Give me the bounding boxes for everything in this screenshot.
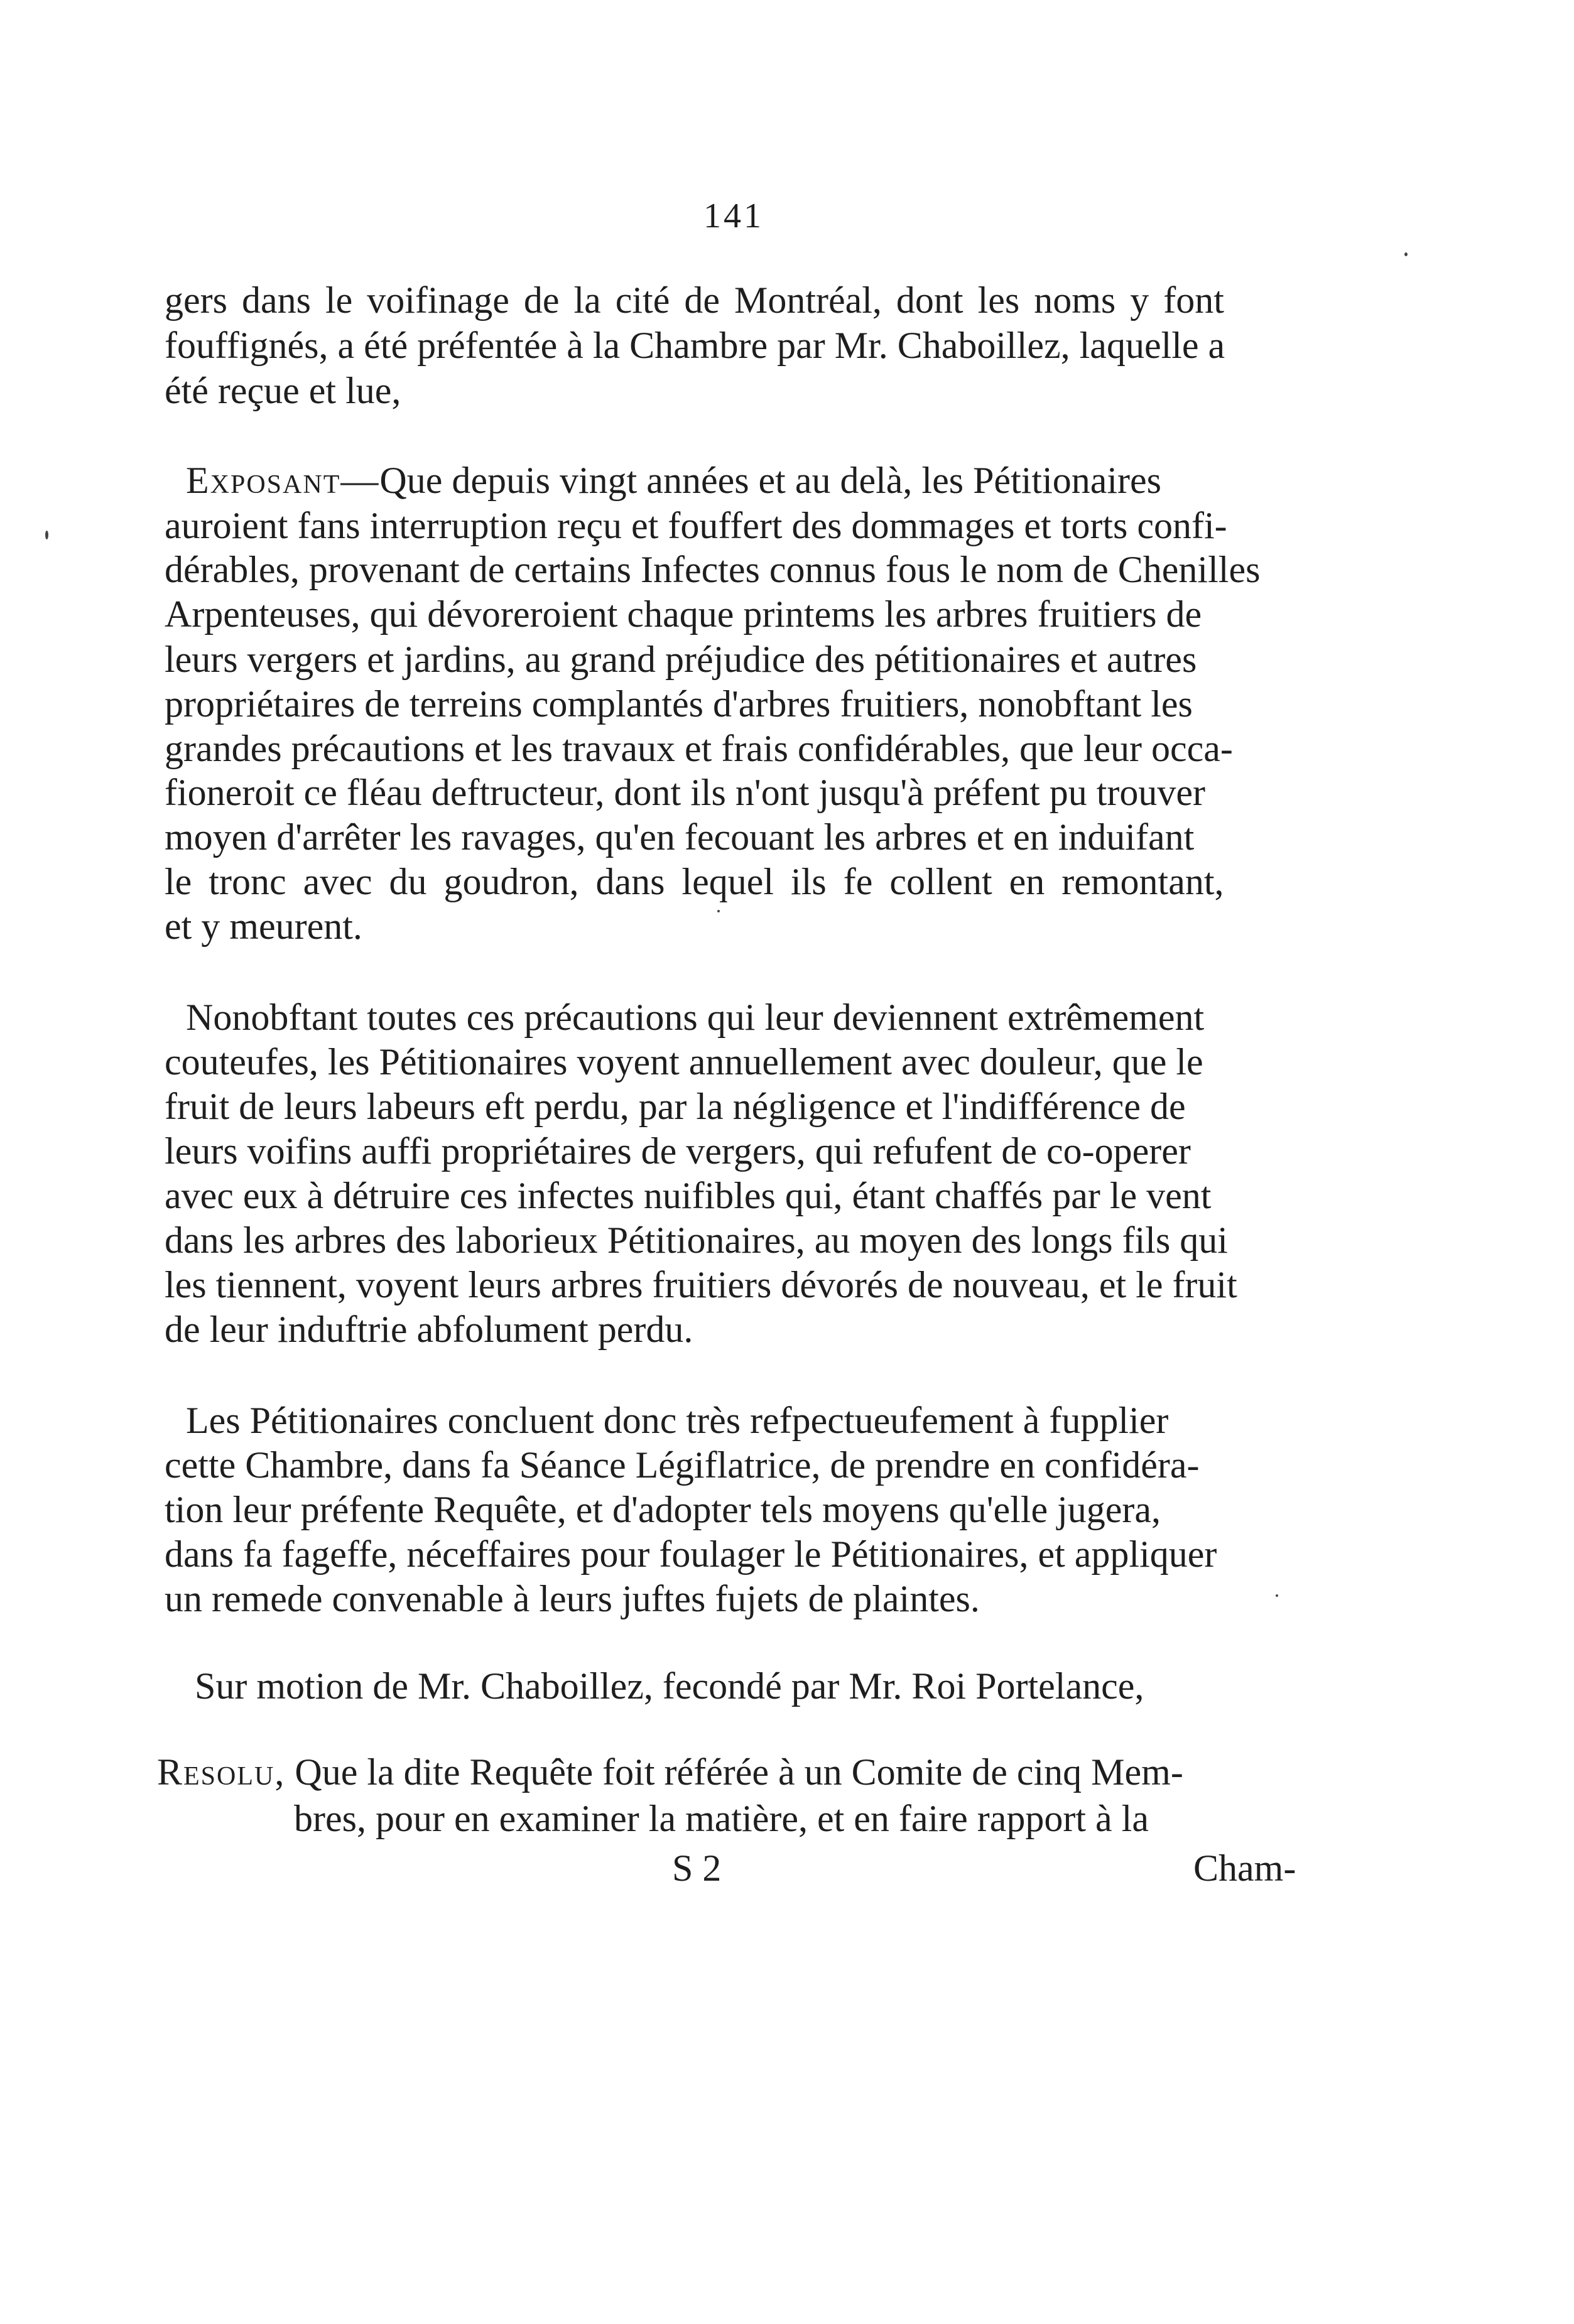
text-line: avec eux à détruire ces infectes nuifibles qui, étant chaffés par le vent [165, 1175, 1212, 1216]
text-line: fouffignés, a été préfentée à la Chambre par Mr. Chaboillez, laquelle a [165, 325, 1225, 366]
text-line: le tronc avec du goudron, dans lequel ils fe collent en remontant, [165, 861, 1224, 902]
paragraph-lead: Resolu, [157, 1751, 286, 1793]
text-line: couteufes, les Pétitionaires voyent annuellement avec douleur, que le [165, 1041, 1203, 1083]
paragraph-lead: Exposant— [186, 460, 380, 501]
text-line: Arpenteuses, qui dévoreroient chaque printems les arbres fruitiers de [165, 593, 1202, 635]
paper-speck [1404, 252, 1408, 256]
text-line: fioneroit ce fléau deftructeur, dont ils n'ont jusqu'à préfent pu trouver [165, 772, 1206, 813]
text-line: Les Pétitionaires concluent donc très refpectueufement à fupplier [186, 1400, 1169, 1441]
text-line: Nonobftant toutes ces précautions qui leur deviennent extrêmement [186, 997, 1205, 1038]
catchword: Cham- [1193, 1847, 1296, 1889]
text-line: gers dans le voifinage de la cité de Montréal, dont les noms y font [165, 279, 1224, 321]
text-line: un remede convenable à leurs juftes fujets de plaintes. [165, 1578, 980, 1619]
text-line: auroient fans interruption reçu et fouffert des dommages et torts confi- [165, 505, 1227, 546]
text-line: dérables, provenant de certains Infectes connus fous le nom de Chenilles [165, 549, 1261, 590]
text-line: cette Chambre, dans fa Séance Légiflatrice, de prendre en confidéra- [165, 1444, 1200, 1486]
text-line: grandes précautions et les travaux et frais confidérables, que leur occa- [165, 728, 1233, 769]
text-line [157, 1753, 1183, 1791]
text-line: Sur motion de Mr. Chaboillez, fecondé par Mr. Roi Portelance, [195, 1665, 1144, 1707]
text-line: leurs vergers et jardins, au grand préjudice des pétitionaires et autres [165, 639, 1197, 680]
text-line: moyen d'arrêter les ravages, qu'en fecouant les arbres et en induifant [165, 816, 1195, 858]
text-line: et y meurent. [165, 905, 362, 947]
text-line: fruit de leurs labeurs eft perdu, par la négligence et l'indifférence de [165, 1086, 1186, 1127]
paper-speck [1276, 1594, 1278, 1597]
page-number: 141 [703, 197, 764, 235]
paper-speck [45, 531, 48, 539]
text-line: été reçue et lue, [165, 370, 401, 411]
text-line: leurs voifins auffi propriétaires de vergers, qui refufent de co-operer [165, 1130, 1191, 1172]
paper-speck [717, 910, 720, 912]
signature-mark: S 2 [672, 1847, 722, 1889]
text-line: les tiennent, voyent leurs arbres fruitiers dévorés de nouveau, et le fruit [165, 1264, 1237, 1305]
text-line [186, 462, 1161, 499]
text-line-content: Que la dite Requête foit référée à un Comite de cinq Mem- [295, 1751, 1183, 1793]
text-line-content: Que depuis vingt années et au delà, les Pétitionaires [379, 460, 1162, 501]
text-line: tion leur préfente Requête, et d'adopter tels moyens qu'elle jugera, [165, 1489, 1161, 1530]
text-line: dans fa fageffe, néceffaires pour foulager le Pétitionaires, et appliquer [165, 1533, 1217, 1575]
text-line: de leur induftrie abfolument perdu. [165, 1309, 693, 1350]
text-line: propriétaires de terreins complantés d'arbres fruitiers, nonobftant les [165, 683, 1193, 725]
text-line: bres, pour en examiner la matière, et en faire rapport à la [294, 1798, 1149, 1839]
text-line: dans les arbres des laborieux Pétitionaires, au moyen des longs fils qui [165, 1219, 1228, 1261]
